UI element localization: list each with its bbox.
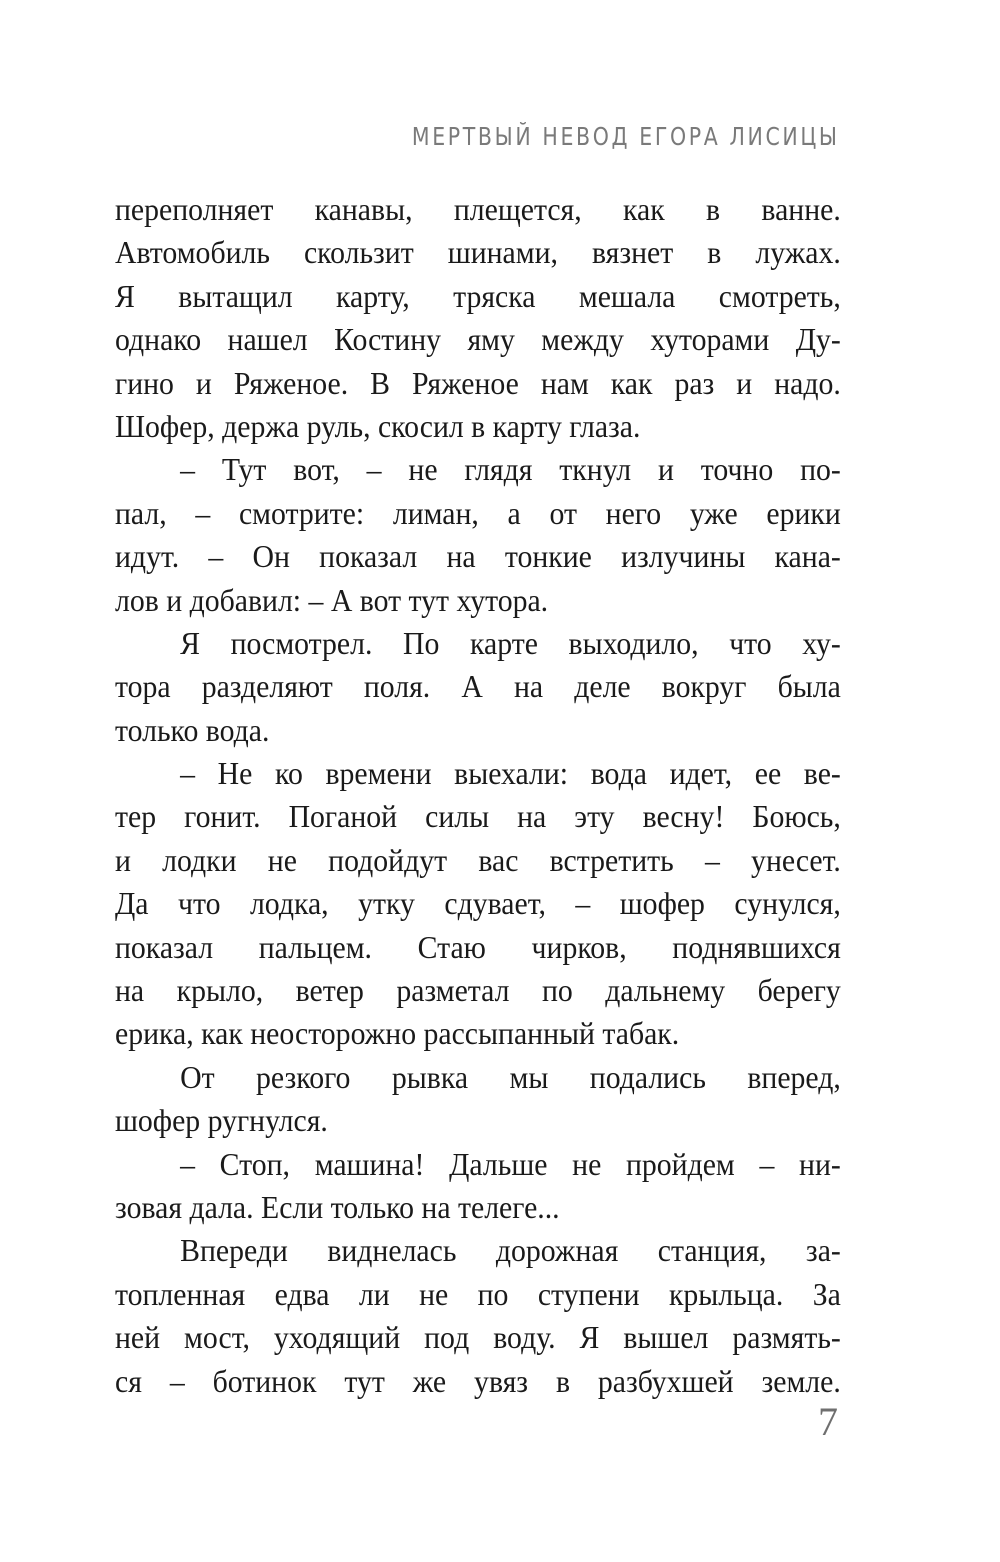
text-line: ней мост, уходящий под воду. Я вышел размять-: [115, 1319, 841, 1356]
text-line: переполняет канавы, плещется, как в ванне.: [115, 191, 841, 227]
text-line: лов и добавил: – А вот тут хутора.: [115, 581, 549, 618]
text-line: и лодки не подойдут вас встретить – унесет.: [115, 841, 841, 878]
text-line: Автомобиль скользит шинами, вязнет в лужах.: [115, 234, 841, 271]
text-line: – Стоп, машина! Дальше не пройдем – ни-: [180, 1145, 841, 1182]
text-line: шофер ругнулся.: [115, 1102, 328, 1139]
text-line: ерика, как неосторожно рассыпанный табак.: [115, 1015, 680, 1052]
text-line: зовая дала. Если только на телеге...: [115, 1188, 560, 1225]
text-line: пал, – смотрите: лиман, а от него уже ерики: [115, 494, 841, 531]
text-line: однако нашел Костину яму между хуторами Ду-: [115, 321, 841, 358]
text-line: Шофер, держа руль, скосил в карту глаза.: [115, 407, 641, 444]
body-text: [115, 188, 841, 1403]
text-line: на крыло, ветер разметал по дальнему берегу: [115, 972, 841, 1009]
text-line: только вода.: [115, 711, 270, 748]
text-line: идут. – Он показал на тонкие излучины кана-: [115, 538, 841, 575]
text-line: ся – ботинок тут же увяз в разбухшей земле.: [115, 1362, 841, 1399]
text-line: Впереди виднелась дорожная станция, за-: [180, 1232, 841, 1269]
text-line: – Не ко времени выехали: вода идет, ее ве-: [180, 755, 841, 792]
text-line: тора разделяют поля. А на деле вокруг была: [115, 668, 841, 705]
text-line: топленная едва ли не по ступени крыльца. За: [115, 1275, 841, 1312]
text-line: гино и Ряженое. В Ряженое нам как раз и надо.: [115, 364, 841, 401]
running-title: МЕРТВЫЙ НЕВОД ЕГОРА ЛИСИЦЫ: [412, 122, 840, 151]
text-line: От резкого рывка мы подались вперед,: [180, 1058, 841, 1095]
text-line: показал пальцем. Стаю чирков, поднявшихся: [115, 928, 841, 965]
text-line: Я посмотрел. По карте выходило, что ху-: [180, 624, 841, 661]
text-line: Я вытащил карту, тряска мешала смотреть,: [115, 277, 841, 314]
text-line: Да что лодка, утку сдувает, – шофер сунулся,: [115, 885, 841, 922]
text-line: – Тут вот, – не глядя ткнул и точно по-: [180, 451, 841, 488]
page-number: 7: [818, 1399, 838, 1444]
text-line: тер гонит. Поганой силы на эту весну! Боюсь,: [115, 798, 841, 835]
